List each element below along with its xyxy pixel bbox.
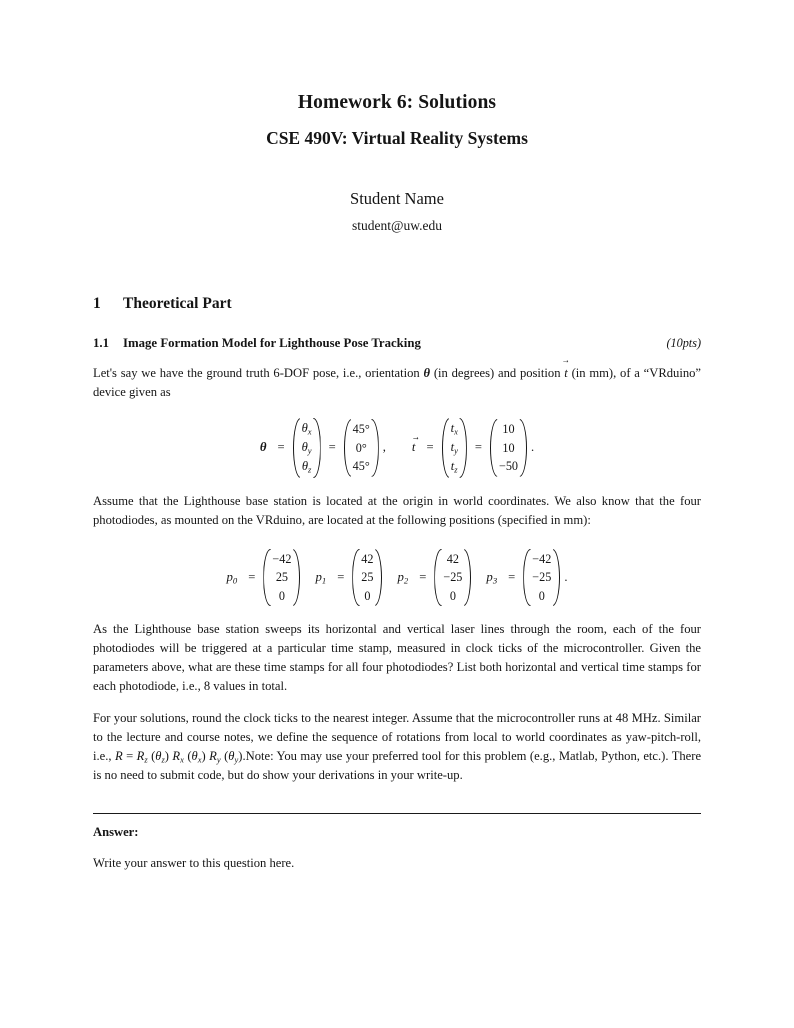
rotation-theta-x: $\theta_x$ [191, 748, 202, 765]
author-email: student@uw.edu [352, 218, 442, 234]
photodiode-p2-group [397, 548, 473, 608]
photodiode-matrix [521, 548, 562, 608]
matrix-cell: 0° [355, 440, 367, 455]
matrix-cell: 0 [538, 588, 545, 603]
paren-left [292, 417, 299, 479]
rotation-formula-inline: R [114, 748, 123, 763]
matrix-cell: −50 [498, 459, 519, 474]
matrix-cell: 45° [352, 421, 370, 436]
equals-sign: = [277, 440, 285, 455]
paragraph-intro [93, 351, 701, 402]
paren-left [343, 418, 350, 478]
matrix-cell: 42 [446, 551, 459, 566]
equation-comma: , [382, 440, 386, 455]
section-number: 1 [93, 294, 101, 312]
matrix-column [496, 418, 521, 478]
theta-inline-symbol: θ [423, 365, 431, 380]
rotation-theta-z: $\theta_z$ [155, 748, 165, 765]
matrix-cell: $\theta_z$ [301, 459, 312, 475]
matrix-column [350, 418, 373, 478]
paren-left [351, 548, 358, 608]
paren-right [315, 417, 322, 479]
matrix-cell: 42 [361, 551, 374, 566]
photodiode-label: $p_2$ [397, 569, 409, 586]
paragraph-assume: Assume that the Lighthouse base station is located at the origin in world coordinates. We also know that the four photodiodes, as mounted on the VRduino, are located at the following positions (specified in mm): [93, 493, 701, 527]
paren-left [433, 548, 440, 608]
paren-left [441, 417, 448, 479]
matrix-cell: 0 [449, 588, 456, 603]
document-title: Homework 6: Solutions [297, 92, 497, 113]
paren-right [465, 548, 472, 608]
matrix-cell: $t_y$ [450, 440, 458, 456]
document-subtitle: CSE 490V: Virtual Reality Systems [266, 128, 528, 149]
t-values-matrix [488, 418, 529, 478]
solutions-text-part-b: .Note: You may use your preferred tool for this problem (e.g., Matlab, Python, etc.). There is no need to submit code, but do show your derivations in your write-up. [93, 748, 702, 782]
subsection-points: (10pts) [666, 335, 701, 350]
theta-values-matrix [342, 418, 381, 478]
matrix-cell: 0 [364, 588, 371, 603]
solutions-text-part-a: For your solutions, round the clock ticks to the nearest integer. Assume that the microcontroller runs at 48 MHz. Similar to the lecture and course notes, we define the sequence of rotations from local to world coordinates as yaw-pitch-roll, i.e., [93, 710, 701, 763]
rotation-theta-y: $\theta_y$ [228, 748, 239, 765]
matrix-column [299, 417, 315, 479]
matrix-cell: $t_z$ [450, 459, 458, 475]
photodiode-p0-group [227, 548, 303, 608]
section-title: Theoretical Part [123, 294, 232, 312]
matrix-cell: $t_x$ [450, 420, 458, 437]
photodiode-p1-group [315, 548, 384, 608]
intro-text-part-a: Let's say we have the ground truth 6-DOF pose, i.e., orientation [93, 365, 424, 380]
subsection-number: 1.1 [93, 335, 109, 350]
matrix-column [448, 417, 461, 479]
paren-right [461, 417, 468, 479]
matrix-cell: $\theta_x$ [301, 420, 312, 437]
matrix-cell: 25 [361, 570, 374, 585]
photodiode-matrix [261, 548, 302, 608]
equals-sign: = [419, 569, 427, 584]
matrix-column [358, 548, 376, 608]
t-vector-inline-symbol: → t [564, 364, 568, 383]
equation-pose [93, 402, 701, 479]
equals-sign: = [426, 440, 434, 455]
paren-right [554, 548, 561, 608]
matrix-column [440, 548, 465, 608]
photodiode-matrix [350, 548, 384, 608]
paren-right [521, 418, 528, 478]
equals-sign: = [474, 440, 482, 455]
matrix-cell: 0 [278, 588, 285, 603]
rotation-rx: $R_x$ [172, 748, 184, 765]
answer-placeholder-text: Write your answer to this question here. [93, 855, 295, 870]
paren-left [522, 548, 529, 608]
matrix-cell: $\theta_y$ [301, 440, 312, 456]
subsection-title: Image Formation Model for Lighthouse Pose Tracking [123, 335, 421, 350]
photodiode-label: $p_3$ [486, 569, 498, 586]
matrix-cell: 10 [502, 440, 515, 455]
matrix-cell: −25 [532, 570, 552, 585]
rotation-rz: $R_z$ [136, 748, 148, 765]
intro-text-part-c: (in mm), of a “VRduino” device given as [93, 365, 701, 399]
equation-period: . [564, 569, 568, 584]
theta-equation-group [260, 417, 390, 479]
section-heading-theoretical-part [93, 235, 701, 313]
matrix-cell: −42 [272, 551, 292, 566]
page-content [93, 0, 701, 873]
title-block [93, 0, 701, 235]
t-equation-group [412, 417, 534, 479]
paragraph-solutions: For your solutions, round the clock ticks to the nearest integer. Assume that the microcontroller runs at 48 MHz. Similar to the lecture and course notes, we define the sequence of rotations from local to world coordinates as yaw-pitch-roll, i.e., $R = R_z$ $(\theta_z)$ $R_x$ $(\theta_x)$ $R_y$ $(\theta_y).Note$: You may use your preferred tool for this problem (e.g., Matlab, Python, etc.). There is no need to submit code, but do show your derivations in your write-up. [93, 710, 702, 782]
rotation-ry: $R_y$ [209, 748, 221, 765]
photodiode-matrix [432, 548, 473, 608]
t-symbol-label: → t [412, 440, 421, 455]
paren-right [373, 418, 380, 478]
matrix-cell: 25 [275, 570, 288, 585]
matrix-column [269, 548, 294, 608]
matrix-cell: −42 [532, 551, 552, 566]
equals-sign: = [337, 569, 345, 584]
answer-label: Answer: [93, 824, 139, 839]
author-name: Student Name [350, 188, 444, 208]
equals-sign: = [248, 569, 256, 584]
matrix-column [529, 548, 554, 608]
equals-sign: = [508, 569, 516, 584]
photodiode-label: $p_1$ [315, 569, 327, 586]
paren-left [489, 418, 496, 478]
photodiode-label: $p_0$ [226, 569, 238, 586]
matrix-cell: 10 [502, 421, 515, 436]
t-components-matrix [440, 417, 469, 479]
photodiode-p3-group [486, 548, 567, 608]
matrix-cell: −25 [443, 570, 463, 585]
paren-right [294, 548, 301, 608]
matrix-cell: 45° [352, 459, 370, 474]
theta-symbol-label: θ [259, 440, 267, 455]
paren-left [262, 548, 269, 608]
subsection-heading-image-formation-model [93, 313, 701, 351]
theta-components-matrix [291, 417, 323, 479]
equals-sign: = [328, 440, 336, 455]
equation-photodiode-positions [93, 530, 701, 608]
paren-right [376, 548, 383, 608]
intro-text-part-b: (in degrees) and position [430, 365, 565, 380]
paragraph-sweep: As the Lighthouse base station sweeps its horizontal and vertical laser lines through the room, each of the four photodiodes will be triggered at a particular time stamp, measured in clock ticks of the microcontroller. Given the parameters above, what are these time stamps for all four photodiodes? List both horizontal and vertical time stamps for each photodiode, i.e., 8 values in total. [93, 622, 701, 693]
equation-period: . [531, 440, 535, 455]
